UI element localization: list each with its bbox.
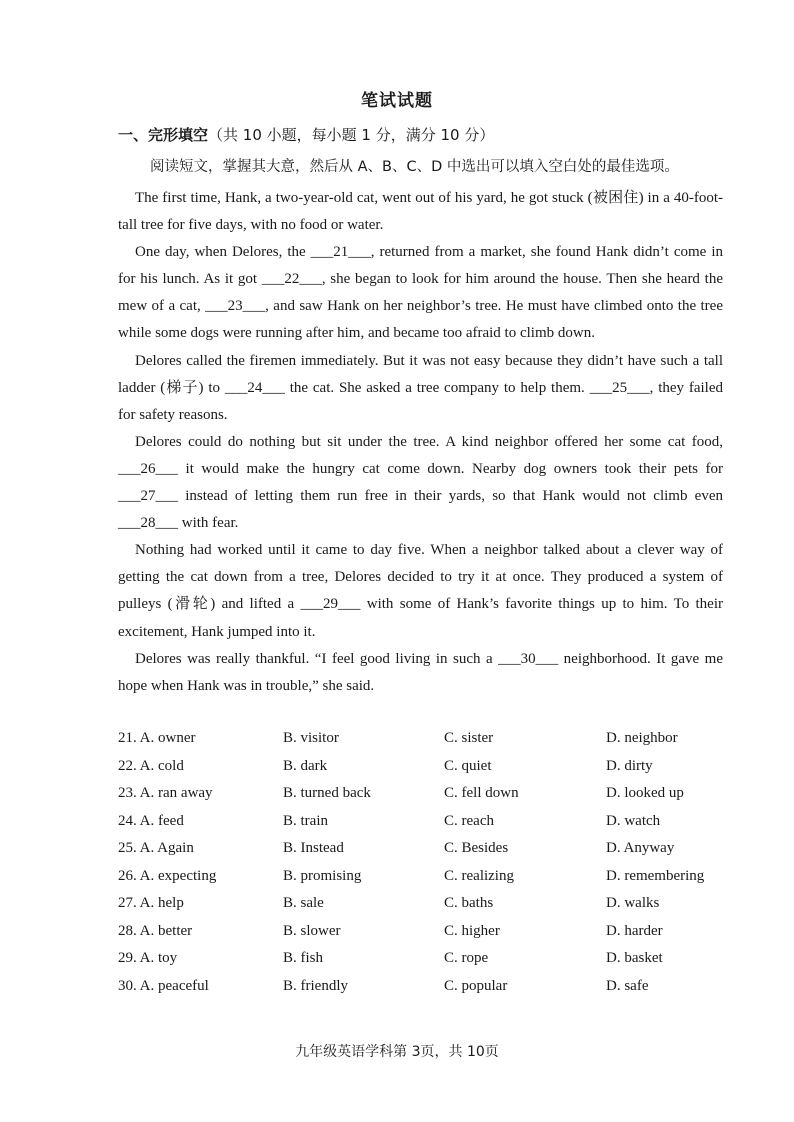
option-b: B. promising xyxy=(283,867,362,884)
option-a: 23. A. ran away xyxy=(118,785,213,802)
option-c: C. sister xyxy=(444,730,494,747)
option-c: C. popular xyxy=(444,977,508,994)
reading-passage xyxy=(118,185,723,700)
option-c: C. fell down xyxy=(444,785,519,802)
page-footer: 九年级英语学科第 3页，共 10页 xyxy=(295,1044,499,1060)
option-a: 22. A. cold xyxy=(118,757,184,774)
option-row xyxy=(118,863,723,891)
answer-options xyxy=(118,725,723,1000)
option-c: C. quiet xyxy=(444,757,492,774)
option-d: D. walks xyxy=(606,895,660,912)
passage-paragraph: One day, when Delores, the ___21___, returned from a market, she found Hank didn’t come in for his lunch. As it got ___22___, she began to look for him around the house. Then she heard the mew of a cat, ___23___, and saw Hank on her neighbor’s tree. He must have climbed onto the tree while some dogs were running after him, and became too afraid to climb down. xyxy=(118,244,723,342)
option-b: B. turned back xyxy=(283,785,371,802)
option-d: D. dirty xyxy=(606,757,653,774)
passage-paragraph: Delores could do nothing but sit under the tree. A kind neighbor offered her some cat food, ___26___ it would make the hungry cat come down. Nearby dog owners took their pets for ___27___ instead of letting them run free in their yards, so that Hank would not climb even ___28___ with fear. xyxy=(118,433,723,532)
option-a: 30. A. peaceful xyxy=(118,977,209,994)
option-row xyxy=(118,725,723,753)
option-row xyxy=(118,753,723,781)
option-d: D. neighbor xyxy=(606,730,678,747)
instruction-text: 阅读短文，掌握其大意，然后从 A、B、C、D 中选出可以填入空白处的最佳选项。 xyxy=(150,159,679,175)
option-a: 25. A. Again xyxy=(118,840,194,857)
option-c: C. reach xyxy=(444,812,494,829)
option-row xyxy=(118,780,723,808)
passage-paragraph: Nothing had worked until it came to day five. When a neighbor talked about a clever way of getting the cat down from a tree, Delores decided to try it at once. They produced a system of pulleys (滑轮) and lifted a ___29___ with some of Hank’s favorite things up to him. To their excitement, Hank jumped into it. xyxy=(118,542,723,640)
option-c: C. rope xyxy=(444,950,489,967)
option-d: D. safe xyxy=(606,977,649,994)
option-a: 27. A. help xyxy=(118,895,184,912)
option-b: B. slower xyxy=(283,922,341,939)
option-d: D. looked up xyxy=(606,785,684,802)
option-d: D. Anyway xyxy=(606,840,675,857)
section-detail: （共 10 小题，每小题 1 分，满分 10 分） xyxy=(208,126,495,144)
option-b: B. train xyxy=(283,812,328,829)
section-heading xyxy=(118,124,494,145)
option-row xyxy=(118,890,723,918)
option-b: B. dark xyxy=(283,757,328,774)
option-b: B. Instead xyxy=(283,840,344,857)
option-row xyxy=(118,808,723,836)
page-title: 笔试试题 xyxy=(361,91,433,111)
option-d: D. watch xyxy=(606,812,661,829)
option-a: 29. A. toy xyxy=(118,950,178,967)
option-row xyxy=(118,918,723,946)
option-b: B. friendly xyxy=(283,977,348,994)
option-b: B. visitor xyxy=(283,730,339,747)
option-c: C. baths xyxy=(444,895,494,912)
option-d: D. remembering xyxy=(606,867,705,884)
option-d: D. basket xyxy=(606,950,663,967)
option-a: 21. A. owner xyxy=(118,730,196,747)
option-row xyxy=(118,835,723,863)
option-d: D. harder xyxy=(606,922,663,939)
option-a: 24. A. feed xyxy=(118,812,184,829)
passage-paragraph: Delores called the firemen immediately. But it was not easy because they didn’t have such a tall ladder (梯子) to ___24___ the cat. She asked a tree company to help them. ___25___, they failed for safety reasons. xyxy=(118,352,723,423)
option-b: B. sale xyxy=(283,895,324,912)
section-label: 一、完形填空 xyxy=(118,126,209,144)
option-a: 28. A. better xyxy=(118,922,193,939)
option-b: B. fish xyxy=(283,950,324,967)
passage-paragraph: The first time, Hank, a two-year-old cat, went out of his yard, he got stuck (被困住) in a 40-foot-tall tree for five days, with no food or water. xyxy=(118,190,723,234)
passage-paragraph: Delores was really thankful. “I feel good living in such a ___30___ neighborhood. It gave me hope when Hank was in trouble,” she said. xyxy=(118,650,723,694)
option-row xyxy=(118,973,723,1001)
option-a: 26. A. expecting xyxy=(118,867,217,884)
option-c: C. realizing xyxy=(444,867,514,884)
option-c: C. Besides xyxy=(444,840,509,857)
option-row xyxy=(118,945,723,973)
option-c: C. higher xyxy=(444,922,500,939)
